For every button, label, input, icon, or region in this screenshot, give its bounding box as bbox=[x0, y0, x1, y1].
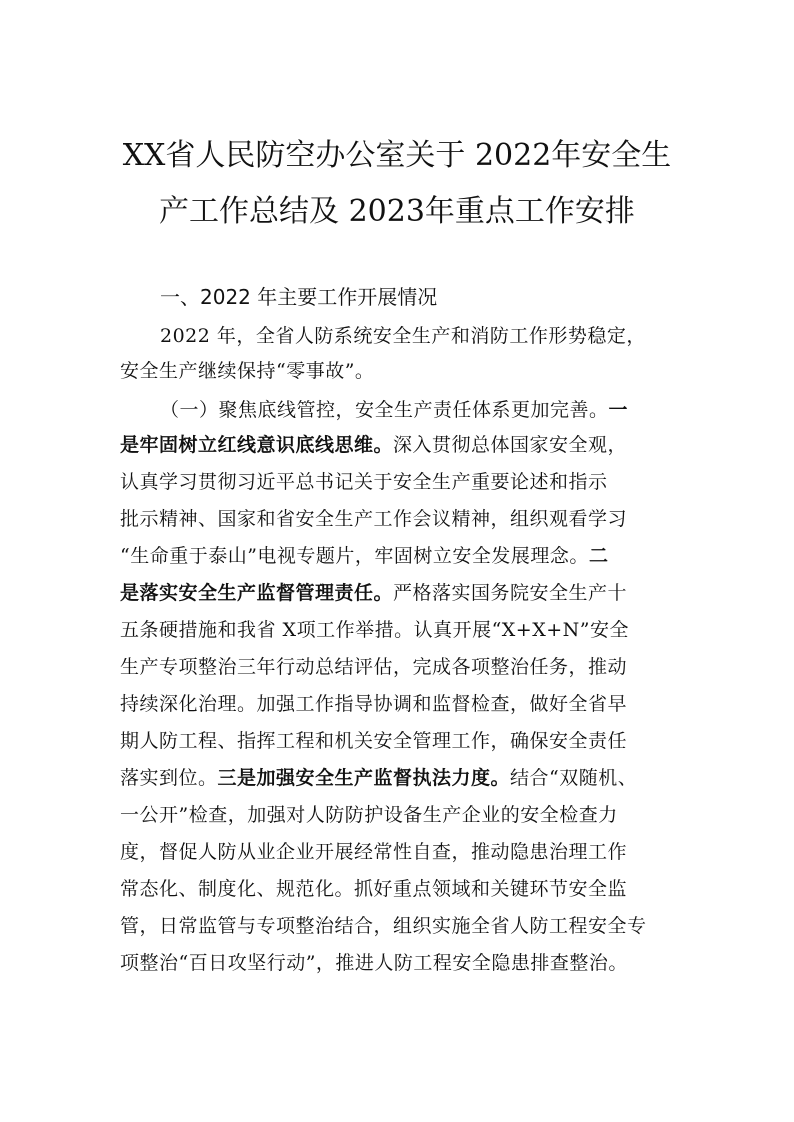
text-run: 深入贯彻总体国家安全观， bbox=[393, 434, 628, 456]
paragraph-line bbox=[120, 764, 680, 792]
bold-phrase: 一 bbox=[608, 399, 629, 421]
paragraph-line: 生产专项整治三年行动总结评估，完成各项整治任务，推动 bbox=[120, 656, 628, 678]
paragraph-line: 管，日常监管与专项整治结合，组织实施全省人防工程安全专 bbox=[120, 915, 647, 937]
text-run: 落实到位。 bbox=[120, 767, 218, 789]
paragraph-line: 期人防工程、指挥工程和机关安全管理工作，确保安全责任 bbox=[120, 730, 628, 752]
paragraph-line: 批示精神、国家和省安全生产工作会议精神，组织观看学习 bbox=[120, 508, 628, 530]
paragraph-line: 常态化、制度化、规范化。抓好重点领域和关键环节安全监 bbox=[120, 878, 628, 900]
paragraph-line: 持续深化治理。加强工作指导协调和监督检查，做好全省早 bbox=[120, 693, 628, 715]
paragraph-line bbox=[120, 579, 680, 607]
subsection-heading: （一）聚焦底线管控，安全生产责任体系更加完善。 bbox=[160, 399, 609, 421]
bold-phrase: 三是加强安全生产监督执法力度。 bbox=[217, 767, 511, 789]
section-heading: 一、2022 年主要工作开展情况 bbox=[160, 285, 438, 309]
document-title-line-1: XX省人民防空办公室关于 2022年安全生 bbox=[122, 138, 672, 173]
bold-phrase: 二 bbox=[588, 545, 609, 567]
paragraph-line: 项整治“百日攻坚行动”，推进人防工程安全隐患排查整治。 bbox=[120, 952, 628, 974]
paragraph-line: 2022 年，全省人防系统安全生产和消防工作形势稳定， bbox=[160, 325, 646, 347]
paragraph-line: 度，督促人防从业企业开展经常性自查，推动隐患治理工作 bbox=[120, 841, 628, 863]
paragraph-line: 五条硬措施和我省 X项工作举措。认真开展“X+X+N”安全 bbox=[120, 619, 630, 641]
text-run: 严格落实国务院安全生产十 bbox=[393, 582, 628, 604]
document-title-line-2: 产工作总结及 2023年重点工作安排 bbox=[159, 194, 635, 229]
paragraph-line: 一公开”检查，加强对人防防护设备生产企业的安全检查力 bbox=[120, 804, 618, 826]
bold-phrase: 是牢固树立红线意识底线思维。 bbox=[120, 434, 394, 456]
paragraph-line bbox=[120, 542, 680, 570]
paragraph-line bbox=[120, 431, 680, 459]
text-run: “生命重于泰山”电视专题片，牢固树立安全发展理念。 bbox=[120, 545, 589, 567]
text-run: 结合“双随机、 bbox=[510, 767, 638, 789]
paragraph-line: 认真学习贯彻习近平总书记关于安全生产重要论述和指示 bbox=[120, 471, 608, 493]
paragraph-line bbox=[160, 396, 680, 424]
bold-phrase: 是落实安全生产监督管理责任。 bbox=[120, 582, 394, 604]
paragraph-line: 安全生产继续保持“零事故”。 bbox=[120, 360, 375, 382]
